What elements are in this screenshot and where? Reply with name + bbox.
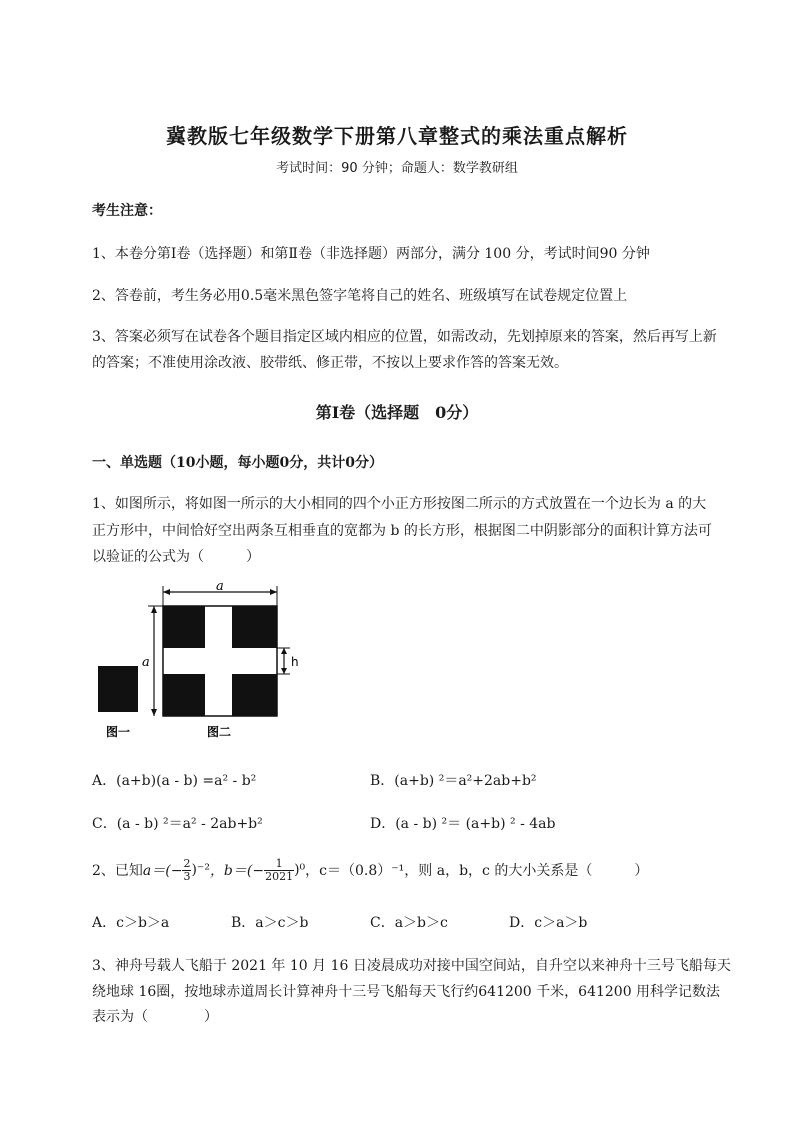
q2-a-expr: a＝(− <box>142 863 183 879</box>
q3-line-1: 3、神舟号载人飞船于 2021 年 10 月 16 日凌晨成功对接中国空间站，自升空以来神舟十三号飞船每天 <box>92 958 731 974</box>
notice-heading: 考生注意： <box>92 203 162 219</box>
label-a-left: a <box>142 655 150 670</box>
q2-option-d[interactable]: D．c＞a＞b <box>509 915 588 931</box>
section-title: 第Ⅰ卷（选择题 0分） <box>315 403 479 422</box>
q2-suffix: ，c＝（0.8）⁻¹，则 a，b，c 的大小关系是（ ） <box>305 863 649 879</box>
q2-stem <box>92 852 648 888</box>
notice-item-3: 3、答案必须写在试卷各个题目指定区域内相应的位置，如需改动，先划掉原来的答案，然后再写上新 <box>92 329 717 345</box>
notice-item-1: 1、本卷分第Ⅰ卷（选择题）和第Ⅱ卷（非选择题）两部分，满分 100 分，考试时间90 分钟 <box>92 246 650 262</box>
q1-option-b[interactable]: B．(a+b) ²＝a²+2ab+b² <box>370 773 537 789</box>
q1-line-3: 以验证的公式为（ ） <box>92 549 260 565</box>
page-title: 冀教版七年级数学下册第八章整式的乘法重点解析 <box>166 124 628 148</box>
q3-line-3: 表示为（ ） <box>92 1009 218 1025</box>
small-square <box>98 666 138 712</box>
q1-line-2: 正方形中，中间恰好空出两条互相垂直的宽都为 b 的长方形，根据图二中阴影部分的面积计算方法可 <box>92 523 712 539</box>
notice-item-3-cont: 的答案；不准使用涂改液、胶带纸、修正带，不按以上要求作答的答案无效。 <box>92 355 568 371</box>
q2-a-exp: )⁻² <box>191 862 210 878</box>
q1-line-1: 1、如图所示，将如图一所示的大小相同的四个小正方形按图二所示的方式放置在一个边长为 a 的大 <box>92 496 707 512</box>
q1-option-d[interactable]: D．(a - b) ²＝ (a+b) ² - 4ab <box>370 816 556 832</box>
q2-a-fraction <box>182 858 191 883</box>
caption-fig2: 图二 <box>207 725 232 739</box>
caption-fig1: 图一 <box>106 725 131 739</box>
q2-b-numerator: 1 <box>264 858 294 871</box>
q2-option-a[interactable]: A．c＞b＞a <box>92 915 170 931</box>
q1-option-a[interactable]: A．(a+b)(a - b) =a² - b² <box>92 773 257 789</box>
exam-info: 考试时间：90 分钟；命题人：数学教研组 <box>276 161 518 176</box>
q2-b-fraction <box>264 858 294 883</box>
q2-option-b[interactable]: B．a＞c＞b <box>231 915 309 931</box>
q2-b-denominator: 2021 <box>265 869 294 883</box>
q2-b-exp: )⁰ <box>294 862 306 878</box>
q2-a-numerator: 2 <box>183 856 191 870</box>
q3-line-2: 绕地球 16圈，按地球赤道周长计算神舟十三号飞船每天飞行约641200 千米，641200 用科学记数法 <box>92 984 721 1000</box>
horizontal-strip <box>163 648 277 674</box>
q2-prefix: 2、已知 <box>92 863 143 879</box>
label-a-top: a <box>216 580 224 594</box>
q1-option-c[interactable]: C．(a - b) ²＝a² - 2ab+b² <box>92 816 263 832</box>
q2-option-c[interactable]: C．a＞b＞c <box>370 915 448 931</box>
part-title: 一、单选题（10小题，每小题0分，共计0分） <box>92 455 383 471</box>
q1-figure <box>90 580 310 745</box>
q2-b-expr: ，b＝(− <box>209 863 265 879</box>
q2-a-denominator: 3 <box>183 869 191 883</box>
label-h: h <box>291 655 299 669</box>
notice-item-2: 2、答卷前，考生务必用0.5毫米黑色签字笔将自己的姓名、班级填写在试卷规定位置上 <box>92 288 628 304</box>
